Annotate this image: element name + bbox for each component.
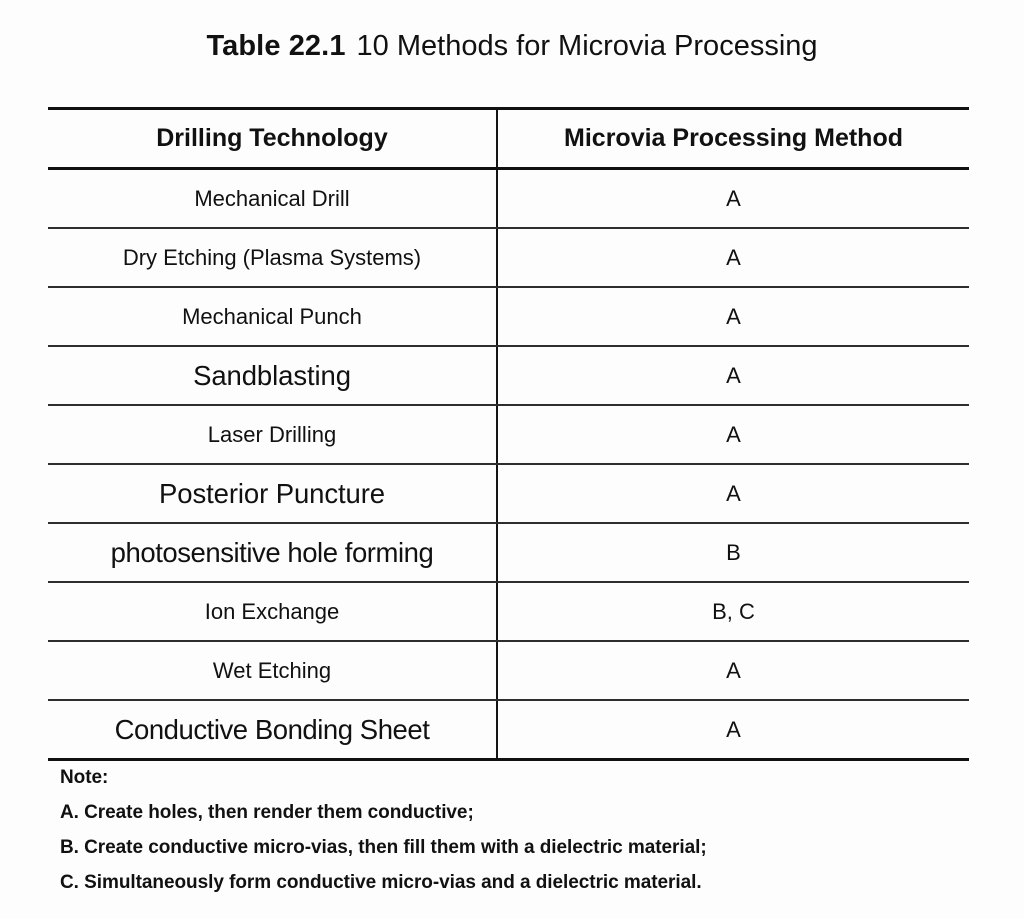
- cell-microvia-processing-method: A: [497, 700, 969, 760]
- cell-drilling-technology: Wet Etching: [48, 641, 497, 700]
- column-header-microvia-processing-method: Microvia Processing Method: [497, 109, 969, 169]
- table-row: [48, 464, 969, 523]
- cell-drilling-technology: Ion Exchange: [48, 582, 497, 641]
- microvia-methods-table: [48, 107, 969, 761]
- cell-drilling-technology: Laser Drilling: [48, 405, 497, 464]
- table-row: [48, 228, 969, 287]
- cell-microvia-processing-method: A: [497, 228, 969, 287]
- table-row: [48, 346, 969, 405]
- cell-drilling-technology: Dry Etching (Plasma Systems): [48, 228, 497, 287]
- table-row: [48, 169, 969, 229]
- note-item-b: B. Create conductive micro-vias, then fill them with a dielectric material;: [60, 837, 707, 858]
- table-number: Table 22.1: [206, 30, 346, 62]
- page-title: [0, 26, 1024, 66]
- cell-microvia-processing-method: A: [497, 405, 969, 464]
- notes-heading: Note:: [60, 767, 109, 788]
- table-caption: 10 Methods for Microvia Processing: [356, 30, 818, 62]
- cell-microvia-processing-method: A: [497, 169, 969, 229]
- cell-drilling-technology: Posterior Puncture: [48, 464, 497, 523]
- table-header: [48, 109, 969, 169]
- table-row: [48, 700, 969, 760]
- table: [48, 107, 969, 761]
- cell-microvia-processing-method: B, C: [497, 582, 969, 641]
- cell-drilling-technology: photosensitive hole forming: [48, 523, 497, 582]
- note-item-c: C. Simultaneously form conductive micro-vias and a dielectric material.: [60, 872, 702, 893]
- cell-microvia-processing-method: A: [497, 641, 969, 700]
- cell-microvia-processing-method: B: [497, 523, 969, 582]
- table-row: [48, 582, 969, 641]
- column-header-drilling-technology: Drilling Technology: [48, 109, 497, 169]
- cell-drilling-technology: Conductive Bonding Sheet: [48, 700, 497, 760]
- cell-drilling-technology: Mechanical Punch: [48, 287, 497, 346]
- table-row: [48, 405, 969, 464]
- cell-drilling-technology: Sandblasting: [48, 346, 497, 405]
- cell-drilling-technology: Mechanical Drill: [48, 169, 497, 229]
- notes-block: [60, 760, 970, 900]
- cell-microvia-processing-method: A: [497, 464, 969, 523]
- table-body: [48, 169, 969, 760]
- cell-microvia-processing-method: A: [497, 287, 969, 346]
- header-row: [48, 109, 969, 169]
- note-item-a: A. Create holes, then render them conductive;: [60, 802, 474, 823]
- table-row: [48, 287, 969, 346]
- cell-microvia-processing-method: A: [497, 346, 969, 405]
- table-row: [48, 641, 969, 700]
- table-row: [48, 523, 969, 582]
